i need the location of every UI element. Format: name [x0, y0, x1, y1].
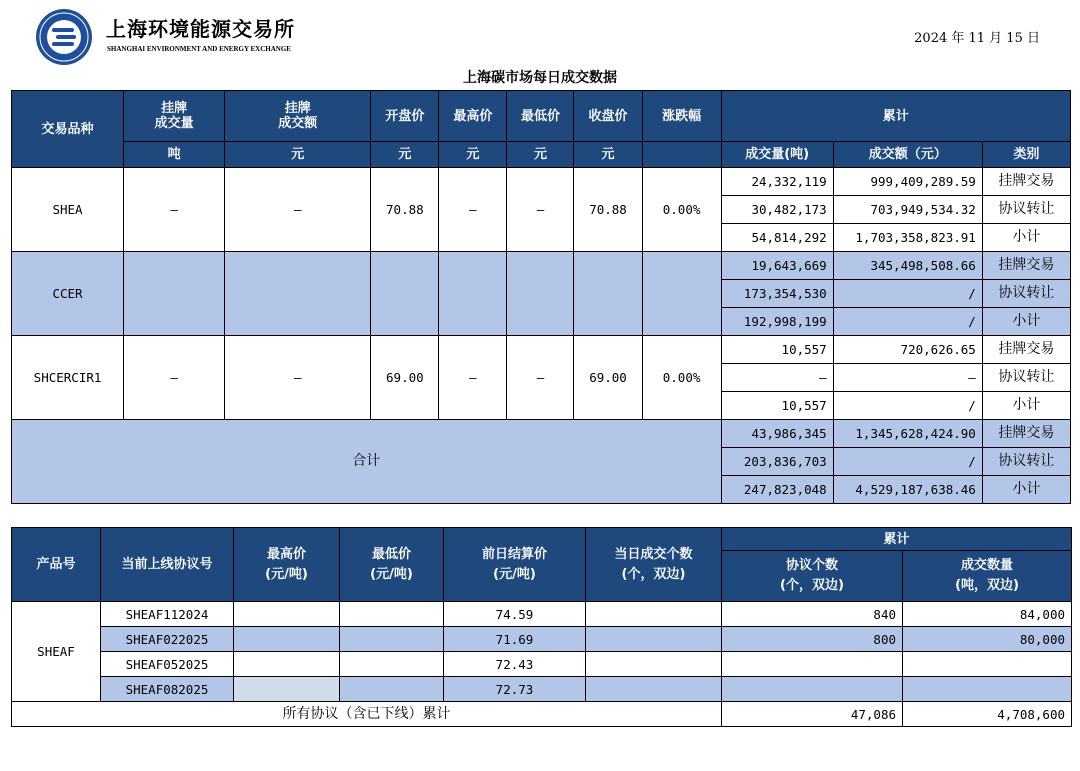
volume: 80,000	[903, 627, 1072, 652]
prev-settle: 71.69	[444, 627, 586, 652]
cum-amount: –	[833, 364, 982, 392]
table-row	[12, 168, 1071, 196]
volume	[903, 677, 1072, 702]
cum-volume: 19,643,669	[721, 252, 833, 280]
change-pct: 0.00%	[642, 336, 721, 420]
cum-amount: /	[833, 308, 982, 336]
volume	[903, 652, 1072, 677]
header-cumulative: 累计	[722, 528, 1072, 551]
unit-low: 元	[507, 142, 574, 168]
total-volume: 4,708,600	[903, 702, 1072, 727]
unit-change	[642, 142, 721, 168]
day-count	[586, 627, 722, 652]
daily-trading-table	[11, 90, 1071, 504]
header-agreements: 协议个数 (个，双边)	[722, 551, 903, 602]
agreement-code: SHEAF022025	[101, 627, 234, 652]
agreement-code: SHEAF112024	[101, 602, 234, 627]
unit-cum-type: 类别	[982, 142, 1070, 168]
unit-high: 元	[439, 142, 507, 168]
cum-volume: –	[721, 364, 833, 392]
brand-name-en: SHANGHAI ENVIRONMENT AND ENERGY EXCHANGE	[107, 45, 291, 53]
cum-type: 挂牌交易	[982, 252, 1070, 280]
listed-amount: –	[225, 168, 371, 252]
table-row	[12, 627, 1072, 652]
cum-amount: 1,703,358,823.91	[833, 224, 982, 252]
header-low: 最低价	[507, 91, 574, 142]
high-price: –	[439, 336, 507, 420]
close-price	[574, 252, 642, 336]
table-row	[12, 602, 1072, 627]
cum-amount: 703,949,534.32	[833, 196, 982, 224]
cum-volume: 10,557	[721, 392, 833, 420]
total-volume: 203,836,703	[721, 448, 833, 476]
total-volume: 247,823,048	[721, 476, 833, 504]
header-low: 最低价 (元/吨)	[340, 528, 444, 602]
listed-amount: –	[225, 336, 371, 420]
total-type: 小计	[982, 476, 1070, 504]
header-change: 涨跌幅	[642, 91, 721, 142]
table-row	[12, 652, 1072, 677]
header-listed-amount: 挂牌 成交额	[225, 91, 371, 142]
cum-amount: /	[833, 280, 982, 308]
cum-amount: 999,409,289.59	[833, 168, 982, 196]
low-price: –	[507, 168, 574, 252]
prev-settle: 74.59	[444, 602, 586, 627]
day-count	[586, 602, 722, 627]
cum-volume: 30,482,173	[721, 196, 833, 224]
exchange-logo	[35, 8, 93, 66]
total-amount: 1,345,628,424.90	[833, 420, 982, 448]
cum-type: 协议转让	[982, 280, 1070, 308]
table-row	[12, 677, 1072, 702]
cum-volume: 173,354,530	[721, 280, 833, 308]
header-product-code: 产品号	[12, 528, 101, 602]
open-price	[371, 252, 439, 336]
header-high: 最高价	[439, 91, 507, 142]
high-price	[439, 252, 507, 336]
cum-amount: 720,626.65	[833, 336, 982, 364]
cum-amount: /	[833, 392, 982, 420]
report-date: 2024 年 11 月 15 日	[914, 31, 1040, 46]
high-price	[234, 677, 340, 702]
total-agreements: 47,086	[722, 702, 903, 727]
high-price	[234, 652, 340, 677]
cum-type: 小计	[982, 224, 1070, 252]
cum-volume: 192,998,199	[721, 308, 833, 336]
listed-volume: –	[124, 168, 225, 252]
product-name: CCER	[12, 252, 124, 336]
unit-cum-amount: 成交额（元）	[833, 142, 982, 168]
cum-type: 小计	[982, 392, 1070, 420]
unit-listed-volume: 吨	[124, 142, 225, 168]
total-type: 协议转让	[982, 448, 1070, 476]
unit-close: 元	[574, 142, 642, 168]
cum-type: 小计	[982, 308, 1070, 336]
brand-name-cn: 上海环境能源交易所	[106, 17, 295, 41]
cum-volume: 54,814,292	[721, 224, 833, 252]
product-code: SHEAF	[12, 602, 101, 702]
agreements: 840	[722, 602, 903, 627]
high-price: –	[439, 168, 507, 252]
product-name: SHEA	[12, 168, 124, 252]
header-open: 开盘价	[371, 91, 439, 142]
change-pct: 0.00%	[642, 168, 721, 252]
agreement-code: SHEAF082025	[101, 677, 234, 702]
table-row	[12, 252, 1071, 280]
day-count	[586, 677, 722, 702]
header-product: 交易品种	[12, 91, 124, 168]
cum-volume: 24,332,119	[721, 168, 833, 196]
open-price: 70.88	[371, 168, 439, 252]
unit-listed-amount: 元	[225, 142, 371, 168]
low-price	[340, 602, 444, 627]
header-day-count: 当日成交个数 (个，双边)	[586, 528, 722, 602]
day-count	[586, 652, 722, 677]
unit-open: 元	[371, 142, 439, 168]
agreement-code: SHEAF052025	[101, 652, 234, 677]
low-price	[340, 677, 444, 702]
total-type: 挂牌交易	[982, 420, 1070, 448]
low-price	[507, 252, 574, 336]
change-pct	[642, 252, 721, 336]
product-name: SHCERCIR1	[12, 336, 124, 420]
unit-cum-volume: 成交量(吨)	[721, 142, 833, 168]
cum-volume: 10,557	[721, 336, 833, 364]
header-listed-volume: 挂牌 成交量	[124, 91, 225, 142]
header-close: 收盘价	[574, 91, 642, 142]
agreements: 800	[722, 627, 903, 652]
total-label: 合计	[12, 420, 722, 504]
total-amount: /	[833, 448, 982, 476]
header-prev-settle: 前日结算价 (元/吨)	[444, 528, 586, 602]
cum-type: 协议转让	[982, 364, 1070, 392]
prev-settle: 72.43	[444, 652, 586, 677]
header-agreement-code: 当前上线协议号	[101, 528, 234, 602]
cum-type: 挂牌交易	[982, 336, 1070, 364]
close-price: 70.88	[574, 168, 642, 252]
low-price	[340, 627, 444, 652]
total-volume: 43,986,345	[721, 420, 833, 448]
cum-amount: 345,498,508.66	[833, 252, 982, 280]
total-row	[12, 702, 1072, 727]
close-price: 69.00	[574, 336, 642, 420]
low-price: –	[507, 336, 574, 420]
agreements	[722, 652, 903, 677]
listed-volume	[124, 252, 225, 336]
table-row	[12, 336, 1071, 364]
page-title: 上海碳市场每日成交数据	[463, 70, 617, 86]
header-volume: 成交数量 (吨，双边)	[903, 551, 1072, 602]
header-cumulative: 累计	[721, 91, 1070, 142]
header-high: 最高价 (元/吨)	[234, 528, 340, 602]
total-amount: 4,529,187,638.46	[833, 476, 982, 504]
listed-volume: –	[124, 336, 225, 420]
listed-amount	[225, 252, 371, 336]
agreements	[722, 677, 903, 702]
high-price	[234, 602, 340, 627]
total-row	[12, 420, 1071, 448]
total-label: 所有协议（含已下线）累计	[12, 702, 722, 727]
open-price: 69.00	[371, 336, 439, 420]
low-price	[340, 652, 444, 677]
high-price	[234, 627, 340, 652]
volume: 84,000	[903, 602, 1072, 627]
cum-type: 协议转让	[982, 196, 1070, 224]
prev-settle: 72.73	[444, 677, 586, 702]
cum-type: 挂牌交易	[982, 168, 1070, 196]
futures-agreement-table	[11, 527, 1072, 727]
